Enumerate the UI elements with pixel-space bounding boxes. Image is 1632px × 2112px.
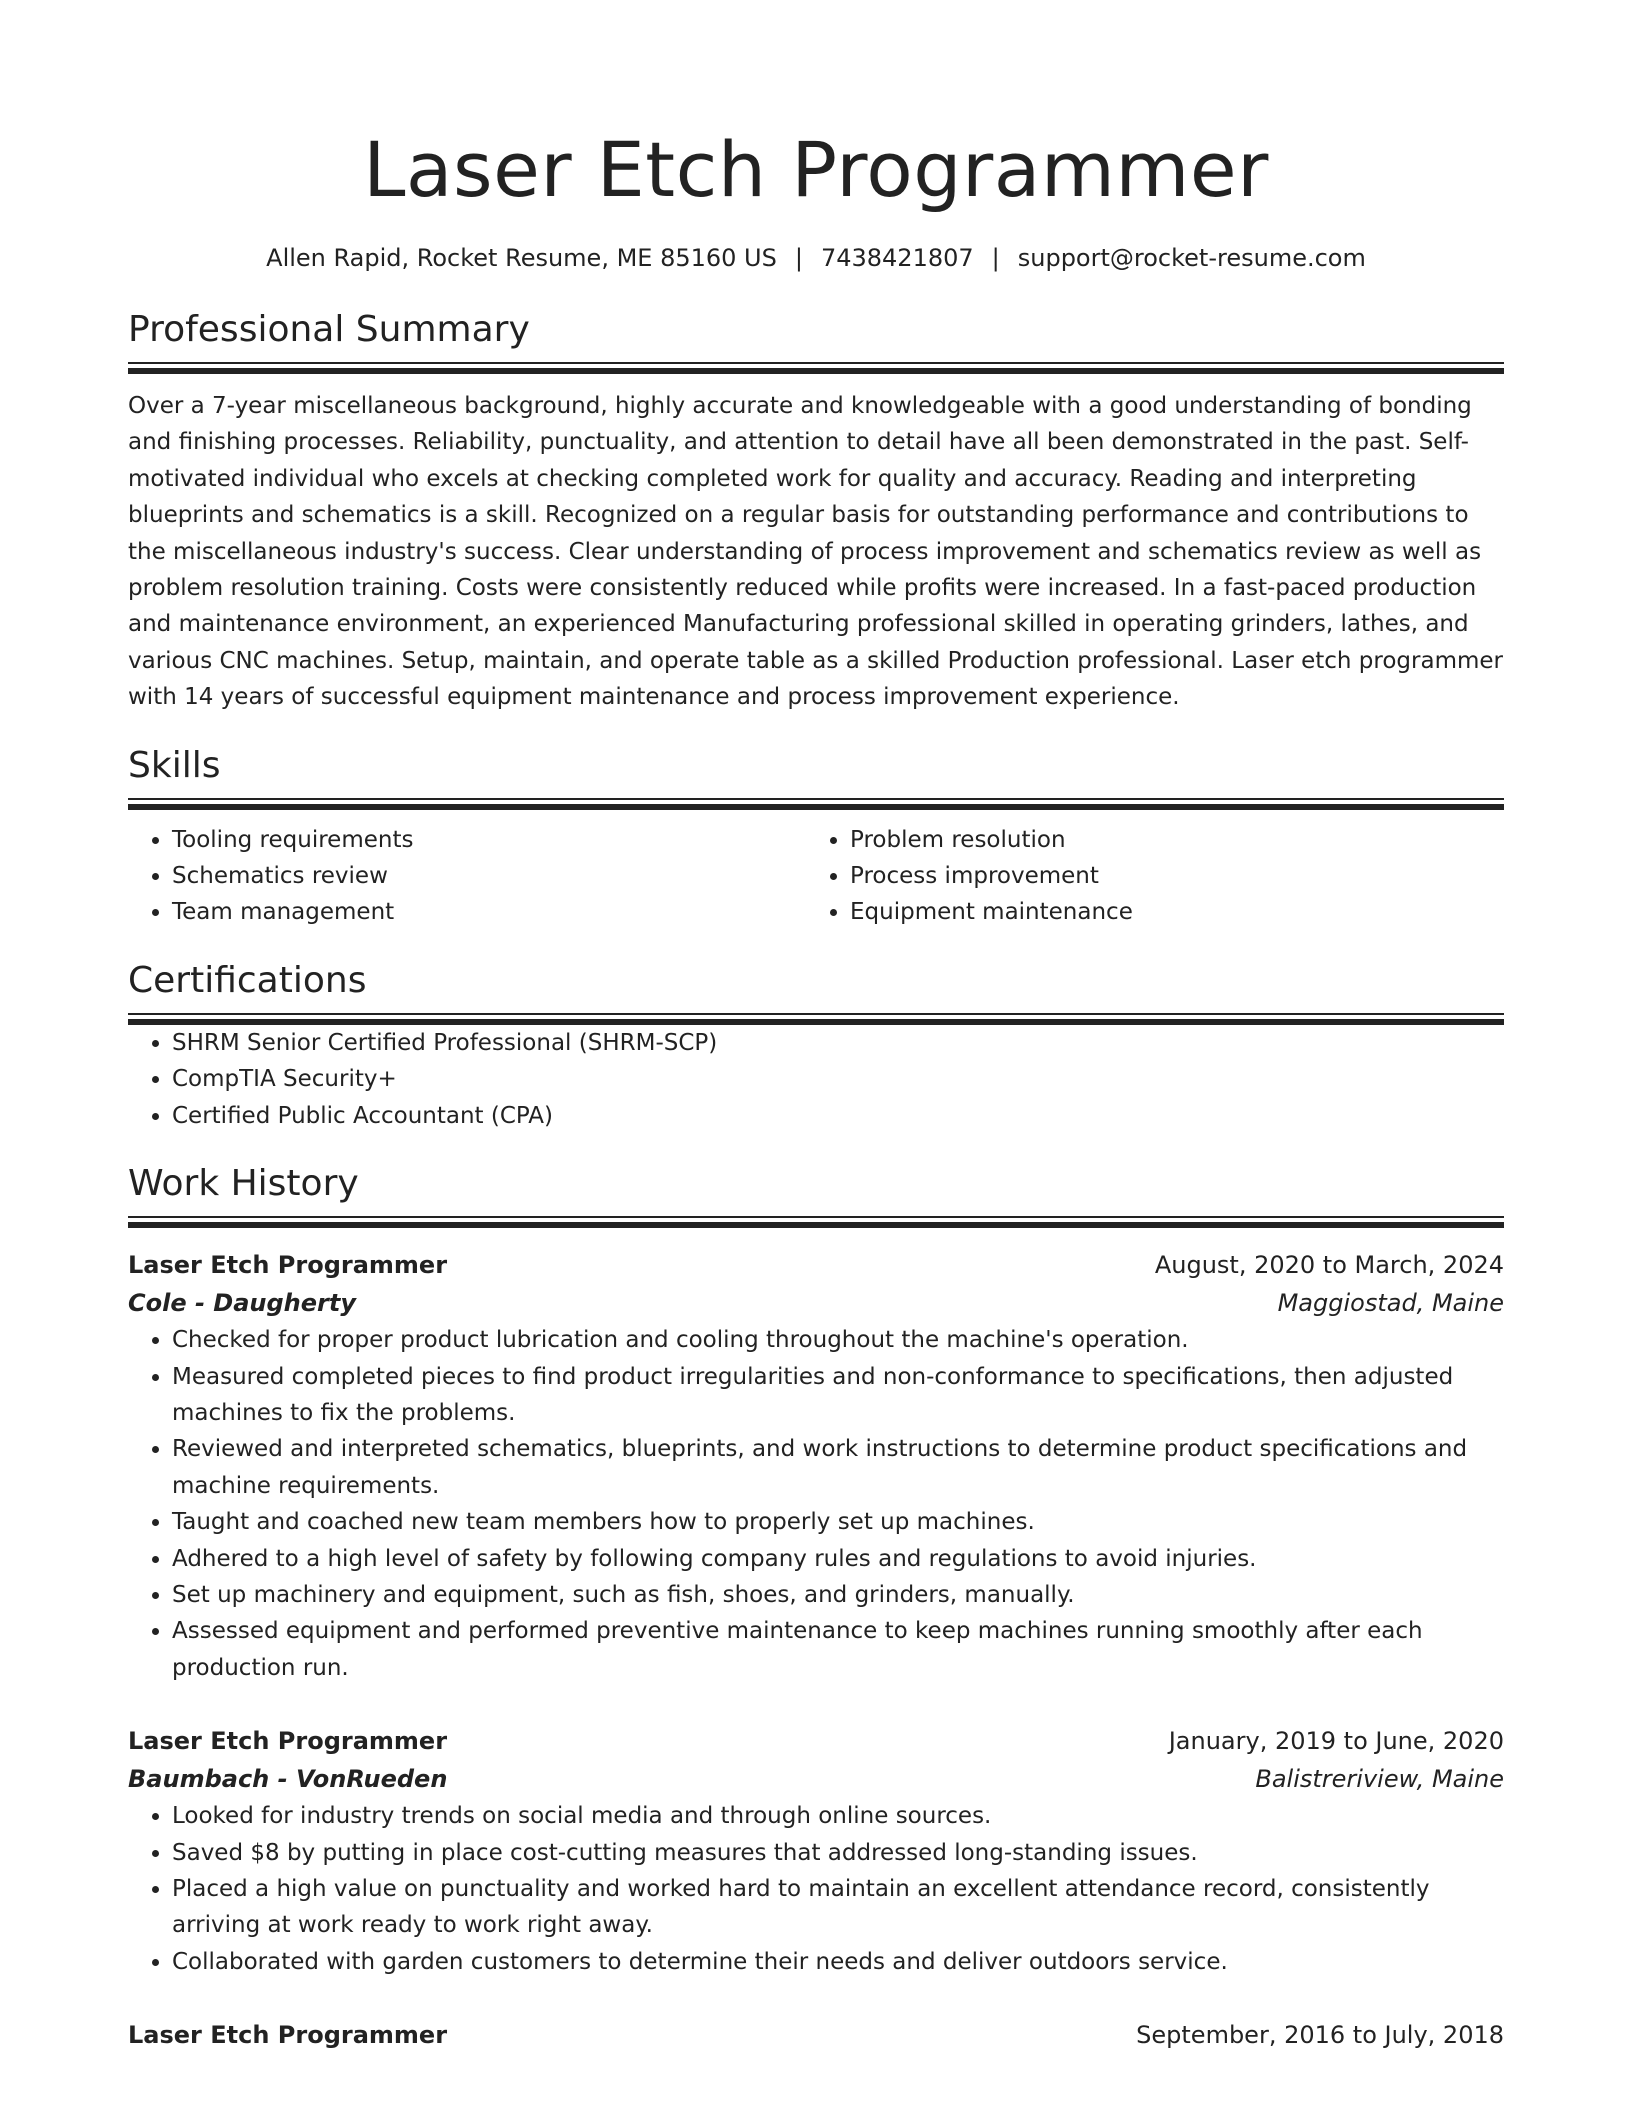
job-bullet: • Adhered to a high level of safety by following company rules and regulations to avoid injuries. — [172, 1541, 1504, 1577]
job-title: Laser Etch Programmer — [128, 2021, 448, 2050]
section-rule — [128, 1216, 1504, 1228]
contact-email: support@rocket-resume.com — [1017, 244, 1366, 272]
skills-section — [128, 744, 1504, 931]
job-bullet-list — [128, 1798, 1504, 1980]
job-bullet: • Set up machinery and equipment, such as fish, shoes, and grinders, manually. — [172, 1577, 1504, 1613]
job-entry — [128, 1722, 1504, 1980]
job-bullet: • Collaborated with garden customers to determine their needs and deliver outdoors service. — [172, 1944, 1504, 1980]
contact-address: Allen Rapid, Rocket Resume, ME 85160 US — [266, 244, 777, 272]
contact-line — [128, 242, 1504, 274]
job-bullet: • Assessed equipment and performed preventive maintenance to keep machines running smoothly after each production run. — [172, 1613, 1504, 1686]
certification-item: • Certified Public Accountant (CPA) — [172, 1098, 1504, 1134]
skill-item: • Process improvement — [850, 858, 1484, 894]
job-dates: September, 2016 to July, 2018 — [1136, 2021, 1504, 2050]
job-company: Baumbach - VonRueden — [128, 1765, 448, 1794]
skill-item: • Equipment maintenance — [850, 894, 1484, 930]
job-header-row — [128, 2016, 1504, 2054]
summary-paragraph: Over a 7-year miscellaneous background, highly accurate and knowledgeable with a good understanding of bonding and finishing processes. Reliability, punctuality, and attention to detail have all been demonstrated in the past. Self-motivated individual who excels at checking completed work for quality and accuracy. Reading and interpreting blueprints and schematics is a skill. Recognized on a regular basis for outstanding performance and contributions to the miscellaneous industry's success. Clear understanding of process improvement and schematics review as well as problem resolution training. Costs were consistently reduced while profits were increased. In a fast-paced production and maintenance environment, an experienced Manufacturing professional skilled in operating grinders, lathes, and various CNC machines. Setup, maintain, and operate table as a skilled Production professional. Laser etch programmer with 14 years of successful equipment maintenance and process improvement experience. — [128, 393, 1503, 711]
job-bullet: • Measured completed pieces to find product irregularities and non-conformance to specifications, then adjusted machines to fix the problems. — [172, 1359, 1504, 1432]
skill-item: • Schematics review — [172, 858, 806, 894]
job-entry — [128, 1246, 1504, 1686]
section-title-skills: Skills — [128, 744, 221, 786]
job-bullet: • Checked for proper product lubrication and cooling throughout the machine's operation. — [172, 1322, 1504, 1358]
section-title-summary: Professional Summary — [128, 309, 530, 350]
contact-separator: | — [794, 244, 803, 272]
contact-separator: | — [991, 244, 1000, 272]
job-company: Cole - Daugherty — [128, 1289, 356, 1318]
job-title: Laser Etch Programmer — [128, 1727, 448, 1756]
candidate-name: Laser Etch Programmer — [363, 125, 1269, 214]
job-dates: January, 2019 to June, 2020 — [1168, 1727, 1504, 1756]
job-subheader-row — [128, 1760, 1504, 1798]
job-bullet-list — [128, 1322, 1504, 1686]
skills-columns — [128, 822, 1504, 931]
professional-summary-section — [128, 308, 1504, 716]
section-rule — [128, 798, 1504, 810]
section-rule — [128, 1013, 1504, 1025]
job-location: Maggiostad, Maine — [1277, 1289, 1504, 1318]
skills-column-right — [806, 822, 1484, 931]
job-subheader-row — [128, 1284, 1504, 1322]
skill-item: • Problem resolution — [850, 822, 1484, 858]
section-title-certifications: Certifications — [128, 959, 367, 1001]
job-title: Laser Etch Programmer — [128, 1251, 448, 1280]
job-entry — [128, 2016, 1504, 2054]
job-location: Balistreriview, Maine — [1255, 1765, 1504, 1794]
job-bullet: • Placed a high value on punctuality and worked hard to maintain an excellent attendance record, consistently arriving at work ready to work right away. — [172, 1871, 1504, 1944]
job-bullet: • Taught and coached new team members how to properly set up machines. — [172, 1504, 1504, 1540]
job-bullet: • Looked for industry trends on social media and through online sources. — [172, 1798, 1504, 1834]
job-header-row — [128, 1246, 1504, 1284]
resume-page — [128, 0, 1504, 2054]
skills-column-left — [128, 822, 806, 931]
contact-phone: 7438421807 — [820, 244, 974, 272]
certifications-section — [128, 959, 1504, 1134]
work-history-section — [128, 1162, 1504, 2054]
skill-item: • Tooling requirements — [172, 822, 806, 858]
resume-header — [128, 124, 1504, 274]
certification-list — [128, 1025, 1504, 1134]
certification-item: • CompTIA Security+ — [172, 1061, 1504, 1097]
skill-item: • Team management — [172, 894, 806, 930]
job-bullet: • Reviewed and interpreted schematics, blueprints, and work instructions to determine product specifications and machine requirements. — [172, 1431, 1504, 1504]
section-title-work-history: Work History — [128, 1163, 359, 1205]
job-dates: August, 2020 to March, 2024 — [1154, 1251, 1504, 1280]
job-header-row — [128, 1722, 1504, 1760]
certification-item: • SHRM Senior Certified Professional (SHRM-SCP) — [172, 1025, 1504, 1061]
section-rule — [128, 362, 1504, 374]
job-bullet: • Saved $8 by putting in place cost-cutting measures that addressed long-standing issues. — [172, 1835, 1504, 1871]
